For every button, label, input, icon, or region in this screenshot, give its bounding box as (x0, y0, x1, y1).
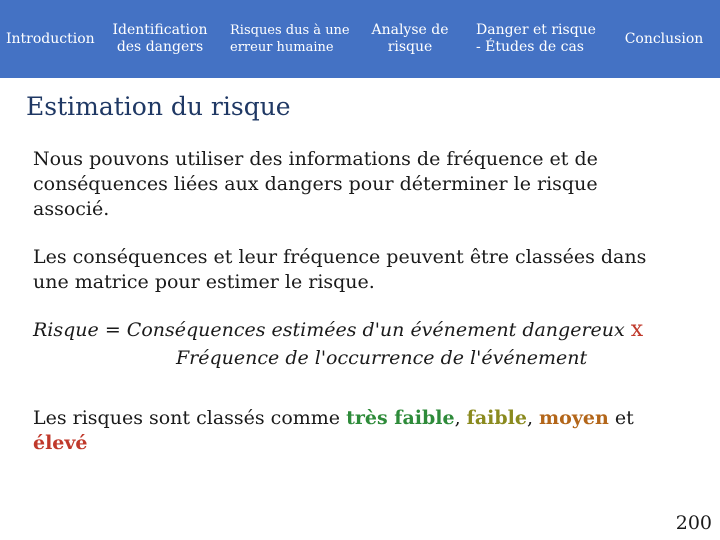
risk-level-very-low: très faible (346, 407, 455, 429)
nav-conclusion-label: Conclusion (624, 30, 704, 47)
nav-risk-analysis[interactable] (360, 0, 460, 78)
risk-level-high: élevé (33, 432, 88, 454)
nav-case-studies-label: Danger et risque - Études de cas (476, 22, 596, 55)
nav-human-error-risks[interactable] (230, 0, 358, 78)
nav-introduction[interactable] (6, 0, 106, 78)
paragraph-frequency-consequences: Nous pouvons utiliser des informations de fréquence et de conséquences liées aux dangers pour déterminer le risque associé. (33, 148, 598, 220)
formula-first-line: Risque = Conséquences estimées d'un événement dangereux (33, 319, 631, 341)
paragraph-risk-matrix: Les conséquences et leur fréquence peuvent être classées dans une matrice pour estimer le risque. (33, 246, 647, 293)
nav-introduction-label: Introduction (6, 30, 95, 47)
multiply-operator: x (630, 317, 644, 342)
nav-human-error-label: Risques dus à une erreur humaine (230, 23, 350, 55)
separator: et (608, 407, 634, 429)
nav-identification-dangers[interactable] (108, 0, 212, 78)
page-number: 200 (675, 512, 712, 534)
top-navigation-bar (0, 0, 720, 78)
separator: , (454, 407, 467, 429)
risk-level-low: faible (466, 407, 527, 429)
risk-level-medium: moyen (539, 407, 609, 429)
risk-formula (33, 316, 683, 372)
nav-identification-label: Identification des dangers (112, 22, 208, 55)
paragraph-risk-levels (33, 406, 673, 456)
formula-second-line: Fréquence de l'occurrence de l'événement (176, 347, 588, 369)
risk-levels-prefix: Les risques sont classés comme (33, 407, 347, 429)
nav-case-studies[interactable] (476, 0, 606, 78)
nav-risk-analysis-label: Analyse de risque (371, 22, 449, 55)
separator: , (526, 407, 540, 429)
slide-title: Estimation du risque (26, 92, 291, 121)
nav-conclusion[interactable] (614, 0, 714, 78)
